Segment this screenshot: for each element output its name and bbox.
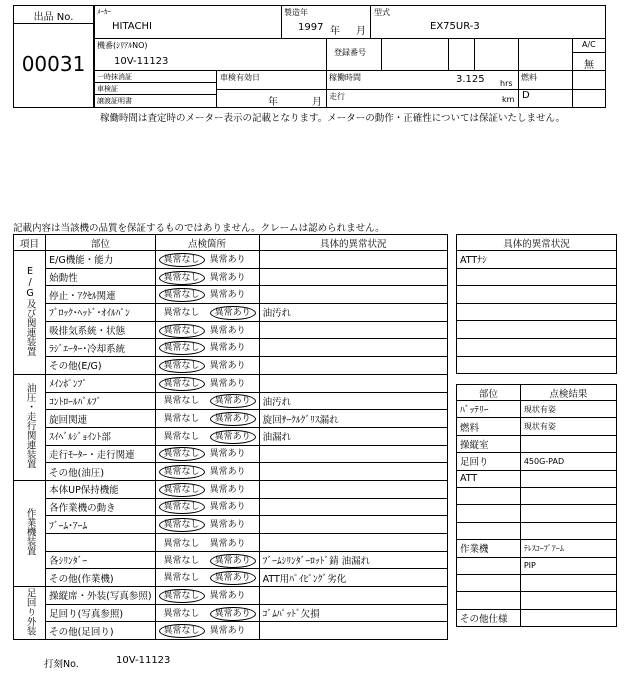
check-cell [155, 569, 259, 587]
reg-label: 登録番号 [334, 48, 366, 57]
results-row [457, 609, 617, 626]
option-ng: 異常あり [209, 502, 246, 513]
results-row [457, 470, 617, 487]
check-cell [155, 534, 259, 552]
table-row [14, 410, 448, 428]
option-ng: 異常あり [210, 571, 256, 585]
category-cell [14, 480, 46, 586]
remarks-cell [457, 356, 617, 374]
option-ok: 異常なし [159, 359, 205, 373]
remarks-row [457, 303, 617, 321]
check-cell [155, 463, 259, 481]
option-ng: 異常あり [209, 590, 246, 601]
results-header-row [457, 385, 617, 401]
inspection-year-unit: 年 [268, 97, 278, 108]
header-category: 項目 [14, 235, 46, 251]
table-row [14, 321, 448, 339]
detail-cell [259, 498, 447, 516]
table-row [14, 498, 448, 516]
check-cell [155, 516, 259, 534]
part-cell: 停止・ｱｸｾﾙ関連 [46, 286, 155, 304]
option-ng: 異常あり [209, 378, 246, 389]
option-ok: 異常なし [163, 307, 200, 318]
option-ok: 異常なし [159, 624, 205, 638]
category-label: 油圧・走行関連装置 [24, 383, 36, 469]
results-row [457, 592, 617, 609]
stamp-value: 10V-11123 [116, 655, 171, 666]
check-cell [155, 304, 259, 322]
table-row [14, 587, 448, 605]
lot-label: 出品 No. [33, 12, 74, 23]
option-ng: 異常あり [209, 290, 246, 301]
disclaimer: 記載内容は当該機の品質を保証するものではありません。クレームは認められません。 [13, 223, 385, 234]
option-ng: 異常あり [209, 360, 246, 371]
table-row [14, 463, 448, 481]
table-row [14, 604, 448, 622]
results-value-cell: PIP [520, 557, 616, 574]
remarks-cell [457, 268, 617, 286]
inspection-label: 車検有効日 [220, 73, 260, 82]
remarks-row [457, 286, 617, 304]
detail-cell [259, 463, 447, 481]
part-cell: 各作業機の動き [46, 498, 155, 516]
results-value-cell [520, 435, 616, 452]
remarks-header-row [457, 235, 617, 251]
table-row [14, 374, 448, 392]
table-row [14, 516, 448, 534]
option-ng: 異常あり [210, 306, 256, 320]
serial-value: 10V-11123 [114, 56, 169, 67]
table-row [14, 286, 448, 304]
lot-number: 00031 [21, 52, 86, 76]
part-cell: 足回り(写真参照) [46, 604, 155, 622]
check-cell [155, 251, 259, 269]
results-part-cell [457, 592, 521, 609]
km-unit: km [502, 95, 515, 104]
option-ok: 異常なし [159, 483, 205, 497]
check-cell [155, 551, 259, 569]
check-cell [155, 268, 259, 286]
results-part-cell: 燃料 [457, 418, 521, 435]
results-value-cell: 現状有姿 [520, 401, 616, 418]
results-header-part: 部位 [457, 385, 521, 401]
cert-temp-deregistration: 一時抹消証 [97, 73, 132, 81]
table-row [14, 427, 448, 445]
option-ok: 異常なし [159, 377, 205, 391]
part-cell: ﾌﾞﾛｯｸ･ﾍｯﾄﾞ･ｵｲﾙﾊﾟﾝ [46, 304, 155, 322]
category-label: E/G及び関連装置 [24, 265, 36, 356]
category-label: 足回り外装 [24, 587, 36, 636]
category-label: 作業機装置 [24, 508, 36, 556]
results-row [457, 522, 617, 539]
remarks-header: 具体的異常状況 [457, 235, 617, 251]
option-ok: 異常なし [159, 341, 205, 355]
table-row [14, 392, 448, 410]
results-part-cell: 足回り [457, 453, 521, 470]
detail-cell [259, 445, 447, 463]
check-cell [155, 604, 259, 622]
check-cell [155, 622, 259, 640]
check-cell [155, 480, 259, 498]
results-table [456, 384, 617, 627]
results-part-cell: その他仕様 [457, 609, 521, 626]
option-ok: 異常なし [159, 253, 205, 267]
part-cell: ﾒｲﾝﾎﾟﾝﾌﾟ [46, 374, 155, 392]
maker-value: HITACHI [112, 21, 152, 32]
results-row [457, 557, 617, 574]
option-ok: 異常なし [163, 538, 200, 549]
results-header-result: 点検結果 [520, 385, 616, 401]
option-ng: 異常あり [209, 626, 246, 637]
detail-cell [259, 516, 447, 534]
results-row [457, 435, 617, 452]
detail-cell [259, 339, 447, 357]
inspection-table [13, 234, 448, 640]
detail-cell [259, 357, 447, 375]
header-check: 点検箇所 [155, 235, 259, 251]
ac-value: 無 [584, 60, 594, 71]
remarks-row [457, 268, 617, 286]
option-ok: 異常なし [163, 431, 200, 442]
remarks-cell [457, 321, 617, 339]
table-row [14, 357, 448, 375]
year-value: 1997 [298, 22, 324, 33]
remarks-cell [457, 303, 617, 321]
option-ok: 異常なし [163, 396, 200, 407]
table-row [14, 534, 448, 552]
detail-cell [259, 480, 447, 498]
option-ok: 異常なし [159, 465, 205, 479]
option-ok: 異常なし [159, 324, 205, 338]
part-cell: ﾌﾞｰﾑ･ｱｰﾑ [46, 516, 155, 534]
check-cell [155, 339, 259, 357]
option-ng: 異常あり [210, 412, 256, 426]
check-cell [155, 286, 259, 304]
option-ok: 異常なし [163, 573, 200, 584]
part-cell: ｽｲﾍﾞﾙｼﾞｮｲﾝﾄ部 [46, 427, 155, 445]
check-cell [155, 374, 259, 392]
stamp-label: 打刻No. [44, 659, 79, 670]
results-row [457, 487, 617, 504]
option-ng: 異常あり [209, 467, 246, 478]
table-header-row [14, 235, 448, 251]
results-part-cell [457, 505, 521, 522]
detail-cell [259, 374, 447, 392]
table-row [14, 304, 448, 322]
model-label: 型式 [374, 8, 390, 17]
results-part-cell: 操縦室 [457, 435, 521, 452]
detail-cell: 旋回ｻｰｸﾙｸﾞﾘｽ漏れ [259, 410, 447, 428]
remarks-cell: ATTﾅｼ [457, 251, 617, 269]
part-cell: その他(足回り) [46, 622, 155, 640]
fuel-label: 燃料 [521, 73, 537, 82]
results-part-cell: 作業機 [457, 540, 521, 557]
option-ng: 異常あり [209, 325, 246, 336]
part-cell: その他(E/G) [46, 357, 155, 375]
header-detail: 具体的異常状況 [259, 235, 447, 251]
option-ng: 異常あり [209, 343, 246, 354]
option-ok: 異常なし [159, 518, 205, 532]
ac-label: A/C [582, 40, 596, 49]
cert-vehicle-inspection: 車検証 [97, 85, 118, 93]
option-ng: 異常あり [209, 538, 246, 549]
results-value-cell: 現状有姿 [520, 418, 616, 435]
check-cell [155, 321, 259, 339]
detail-cell: 油汚れ [259, 392, 447, 410]
option-ng: 異常あり [209, 449, 246, 460]
results-part-cell [457, 574, 521, 591]
remarks-cell [457, 338, 617, 356]
results-value-cell [520, 505, 616, 522]
detail-cell: ｺﾞﾑﾊﾟｯﾄﾞ欠損 [259, 604, 447, 622]
detail-cell: ATT用ﾊﾟｲﾋﾟﾝｸﾞ劣化 [259, 569, 447, 587]
category-cell [14, 374, 46, 480]
results-value-cell [520, 522, 616, 539]
results-row [457, 453, 617, 470]
results-part-cell [457, 522, 521, 539]
month-unit: 月 [356, 26, 366, 37]
detail-cell [259, 534, 447, 552]
check-cell [155, 445, 259, 463]
part-cell: 走行ﾓｰﾀｰ・走行関連 [46, 445, 155, 463]
part-cell [46, 534, 155, 552]
option-ng: 異常あり [210, 430, 256, 444]
header-part: 部位 [46, 235, 155, 251]
detail-cell: 油汚れ [259, 304, 447, 322]
hours-label: 稼働時間 [329, 73, 361, 82]
table-row [14, 622, 448, 640]
table-row [14, 569, 448, 587]
check-cell [155, 498, 259, 516]
results-value-cell [520, 609, 616, 626]
detail-cell [259, 321, 447, 339]
hours-note: 稼働時間は査定時のメーター表示の記載となります。メーターの動作・正確性については保証いたしません。 [100, 113, 566, 124]
results-row [457, 401, 617, 418]
part-cell: ﾗｼﾞｴｰﾀｰ･冷却系統 [46, 339, 155, 357]
option-ok: 異常なし [163, 414, 200, 425]
option-ok: 異常なし [159, 288, 205, 302]
detail-cell: ﾌﾞｰﾑｼﾘﾝﾀﾞｰﾛｯﾄﾞ錆 油漏れ [259, 551, 447, 569]
remarks-row [457, 356, 617, 374]
option-ok: 異常なし [159, 589, 205, 603]
check-cell [155, 357, 259, 375]
table-row [14, 339, 448, 357]
table-row [14, 445, 448, 463]
check-cell [155, 392, 259, 410]
option-ng: 異常あり [209, 254, 246, 265]
detail-cell [259, 286, 447, 304]
hours-value: 3.125 [456, 74, 485, 85]
results-part-cell: ATT [457, 470, 521, 487]
detail-cell [259, 587, 447, 605]
part-cell: 各ｼﾘﾝﾀﾞｰ [46, 551, 155, 569]
results-value-cell: 450G-PAD [520, 453, 616, 470]
option-ng: 異常あり [210, 607, 256, 621]
remarks-row [457, 321, 617, 339]
fuel-value: D [522, 90, 530, 101]
option-ng: 異常あり [209, 484, 246, 495]
detail-cell [259, 622, 447, 640]
table-row [14, 268, 448, 286]
option-ng: 異常あり [210, 554, 256, 568]
results-value-cell [520, 574, 616, 591]
results-row [457, 574, 617, 591]
part-cell: 本体UP保持機能 [46, 480, 155, 498]
category-cell [14, 251, 46, 375]
detail-cell: 油漏れ [259, 427, 447, 445]
maker-label: ﾒｰｶｰ [97, 8, 111, 16]
table-row [14, 251, 448, 269]
results-value-cell: ﾃﾚｽｺｰﾌﾟｱｰﾑ [520, 540, 616, 557]
option-ng: 異常あり [209, 520, 246, 531]
remarks-row [457, 338, 617, 356]
check-cell [155, 427, 259, 445]
year-label: 製造年 [284, 8, 308, 17]
option-ok: 異常なし [163, 608, 200, 619]
results-part-cell: ﾊﾞｯﾃﾘｰ [457, 401, 521, 418]
part-cell: その他(油圧) [46, 463, 155, 481]
option-ng: 異常あり [209, 272, 246, 283]
remarks-row [457, 251, 617, 269]
year-unit: 年 [330, 26, 340, 37]
category-cell [14, 587, 46, 640]
part-cell: 旋回関連 [46, 410, 155, 428]
part-cell: その他(作業機) [46, 569, 155, 587]
detail-cell [259, 251, 447, 269]
results-value-cell [520, 592, 616, 609]
part-cell: E/G機能・能力 [46, 251, 155, 269]
option-ok: 異常なし [159, 500, 205, 514]
part-cell: 吸排気系統・状態 [46, 321, 155, 339]
serial-label: 機番(ｼﾘｱﾙNO) [97, 41, 148, 50]
check-cell [155, 587, 259, 605]
results-row [457, 505, 617, 522]
check-cell [155, 410, 259, 428]
remarks-table [456, 234, 617, 374]
hours-unit: hrs [500, 79, 513, 88]
results-value-cell [520, 470, 616, 487]
option-ok: 異常なし [163, 555, 200, 566]
part-cell: 始動性 [46, 268, 155, 286]
option-ng: 異常あり [210, 394, 256, 408]
results-part-cell [457, 557, 521, 574]
part-cell: ｺﾝﾄﾛｰﾙﾊﾞﾙﾌﾞ [46, 392, 155, 410]
option-ok: 異常なし [159, 447, 205, 461]
results-row [457, 540, 617, 557]
results-part-cell [457, 487, 521, 504]
table-row [14, 551, 448, 569]
option-ok: 異常なし [159, 271, 205, 285]
part-cell: 操縦席・外装(写真参照) [46, 587, 155, 605]
table-row [14, 480, 448, 498]
results-value-cell [520, 487, 616, 504]
model-value: EX75UR-3 [430, 21, 480, 32]
detail-cell [259, 268, 447, 286]
remarks-cell [457, 286, 617, 304]
results-row [457, 418, 617, 435]
inspection-month-unit: 月 [312, 97, 322, 108]
cert-transfer: 譲渡証明書 [97, 97, 132, 105]
mileage-label: 走行 [329, 92, 345, 101]
